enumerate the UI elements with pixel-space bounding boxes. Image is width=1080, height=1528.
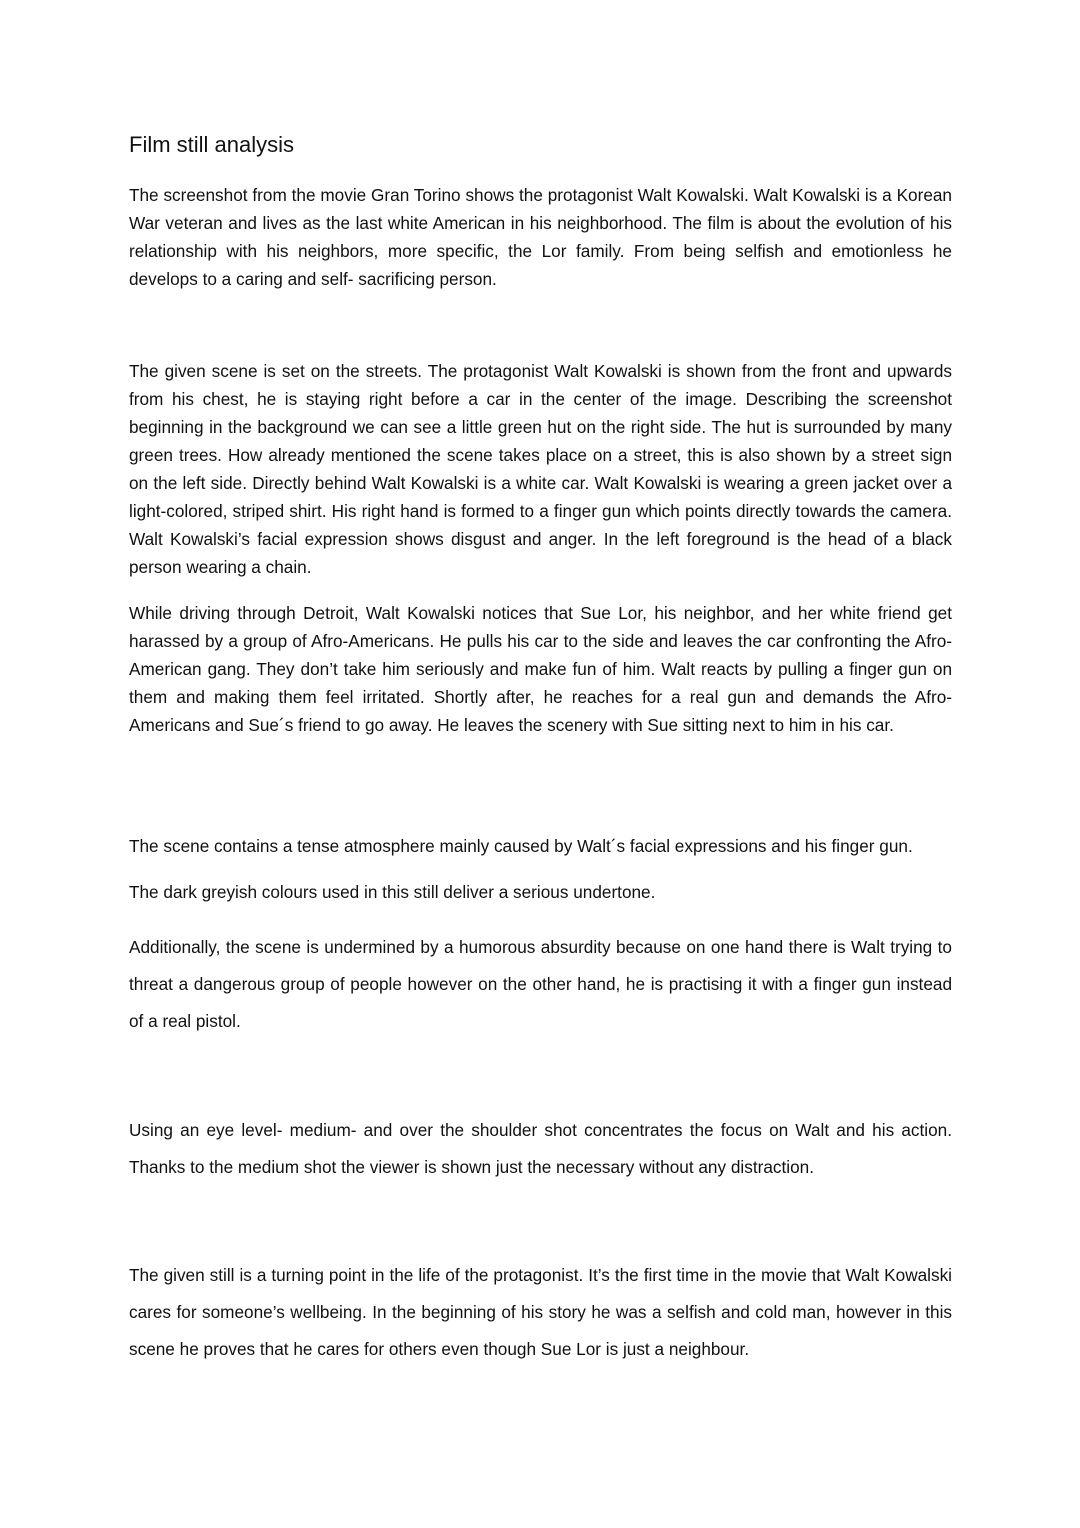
- paragraph-introduction: The screenshot from the movie Gran Torino shows the protagonist Walt Kowalski. Walt Kowalski is a Korean War veteran and lives as the last white American in his neighborhood. The film is about the evolution of his relationship with his neighbors, more specific, the Lor family. From being selfish and emotionless he develops to a caring and self- sacrificing person.: [129, 185, 952, 289]
- paragraph-camera-shot: Using an eye level- medium- and over the shoulder shot concentrates the focus on Walt and his action. Thanks to the medium shot the viewer is shown just the necessary without any distraction.: [129, 1120, 952, 1177]
- paragraph-turning-point: The given still is a turning point in the life of the protagonist. It’s the first time in the movie that Walt Kowalski cares for someone’s wellbeing. In the beginning of his story he was a selfish and cold man, however in this scene he proves that he cares for others even though Sue Lor is just a neighbour.: [129, 1265, 952, 1359]
- document-title: Film still analysis: [129, 132, 295, 157]
- paragraph-context: While driving through Detroit, Walt Kowalski notices that Sue Lor, his neighbor, and her white friend get harassed by a group of Afro-Americans. He pulls his car to the side and leaves the car confronting the Afro-American gang. They don’t take him seriously and make fun of him. Walt reacts by pulling a finger gun on them and making them feel irritated. Shortly after, he reaches for a real gun and demands the Afro-Americans and Sue´s friend to go away. He leaves the scenery with Sue sitting next to him in his car.: [129, 603, 952, 735]
- paragraph-colours: The dark greyish colours used in this still deliver a serious undertone.: [129, 882, 656, 902]
- paragraph-absurdity: Additionally, the scene is undermined by a humorous absurdity because on one hand there is Walt trying to threat a dangerous group of people however on the other hand, he is practising it with a finger gun instead of a real pistol.: [129, 937, 952, 1031]
- paragraph-atmosphere: The scene contains a tense atmosphere mainly caused by Walt´s facial expressions and his finger gun.: [129, 836, 913, 856]
- paragraph-scene-description: The given scene is set on the streets. The protagonist Walt Kowalski is shown from the front and upwards from his chest, he is staying right before a car in the center of the image. Describing the screenshot beginning in the background we can see a little green hut on the right side. The hut is surrounded by many green trees. How already mentioned the scene takes place on a street, this is also shown by a street sign on the left side. Directly behind Walt Kowalski is a white car. Walt Kowalski is wearing a green jacket over a light-colored, striped shirt. His right hand is formed to a finger gun which points directly towards the camera. Walt Kowalski’s facial expression shows disgust and anger. In the left foreground is the head of a black person wearing a chain.: [129, 361, 952, 577]
